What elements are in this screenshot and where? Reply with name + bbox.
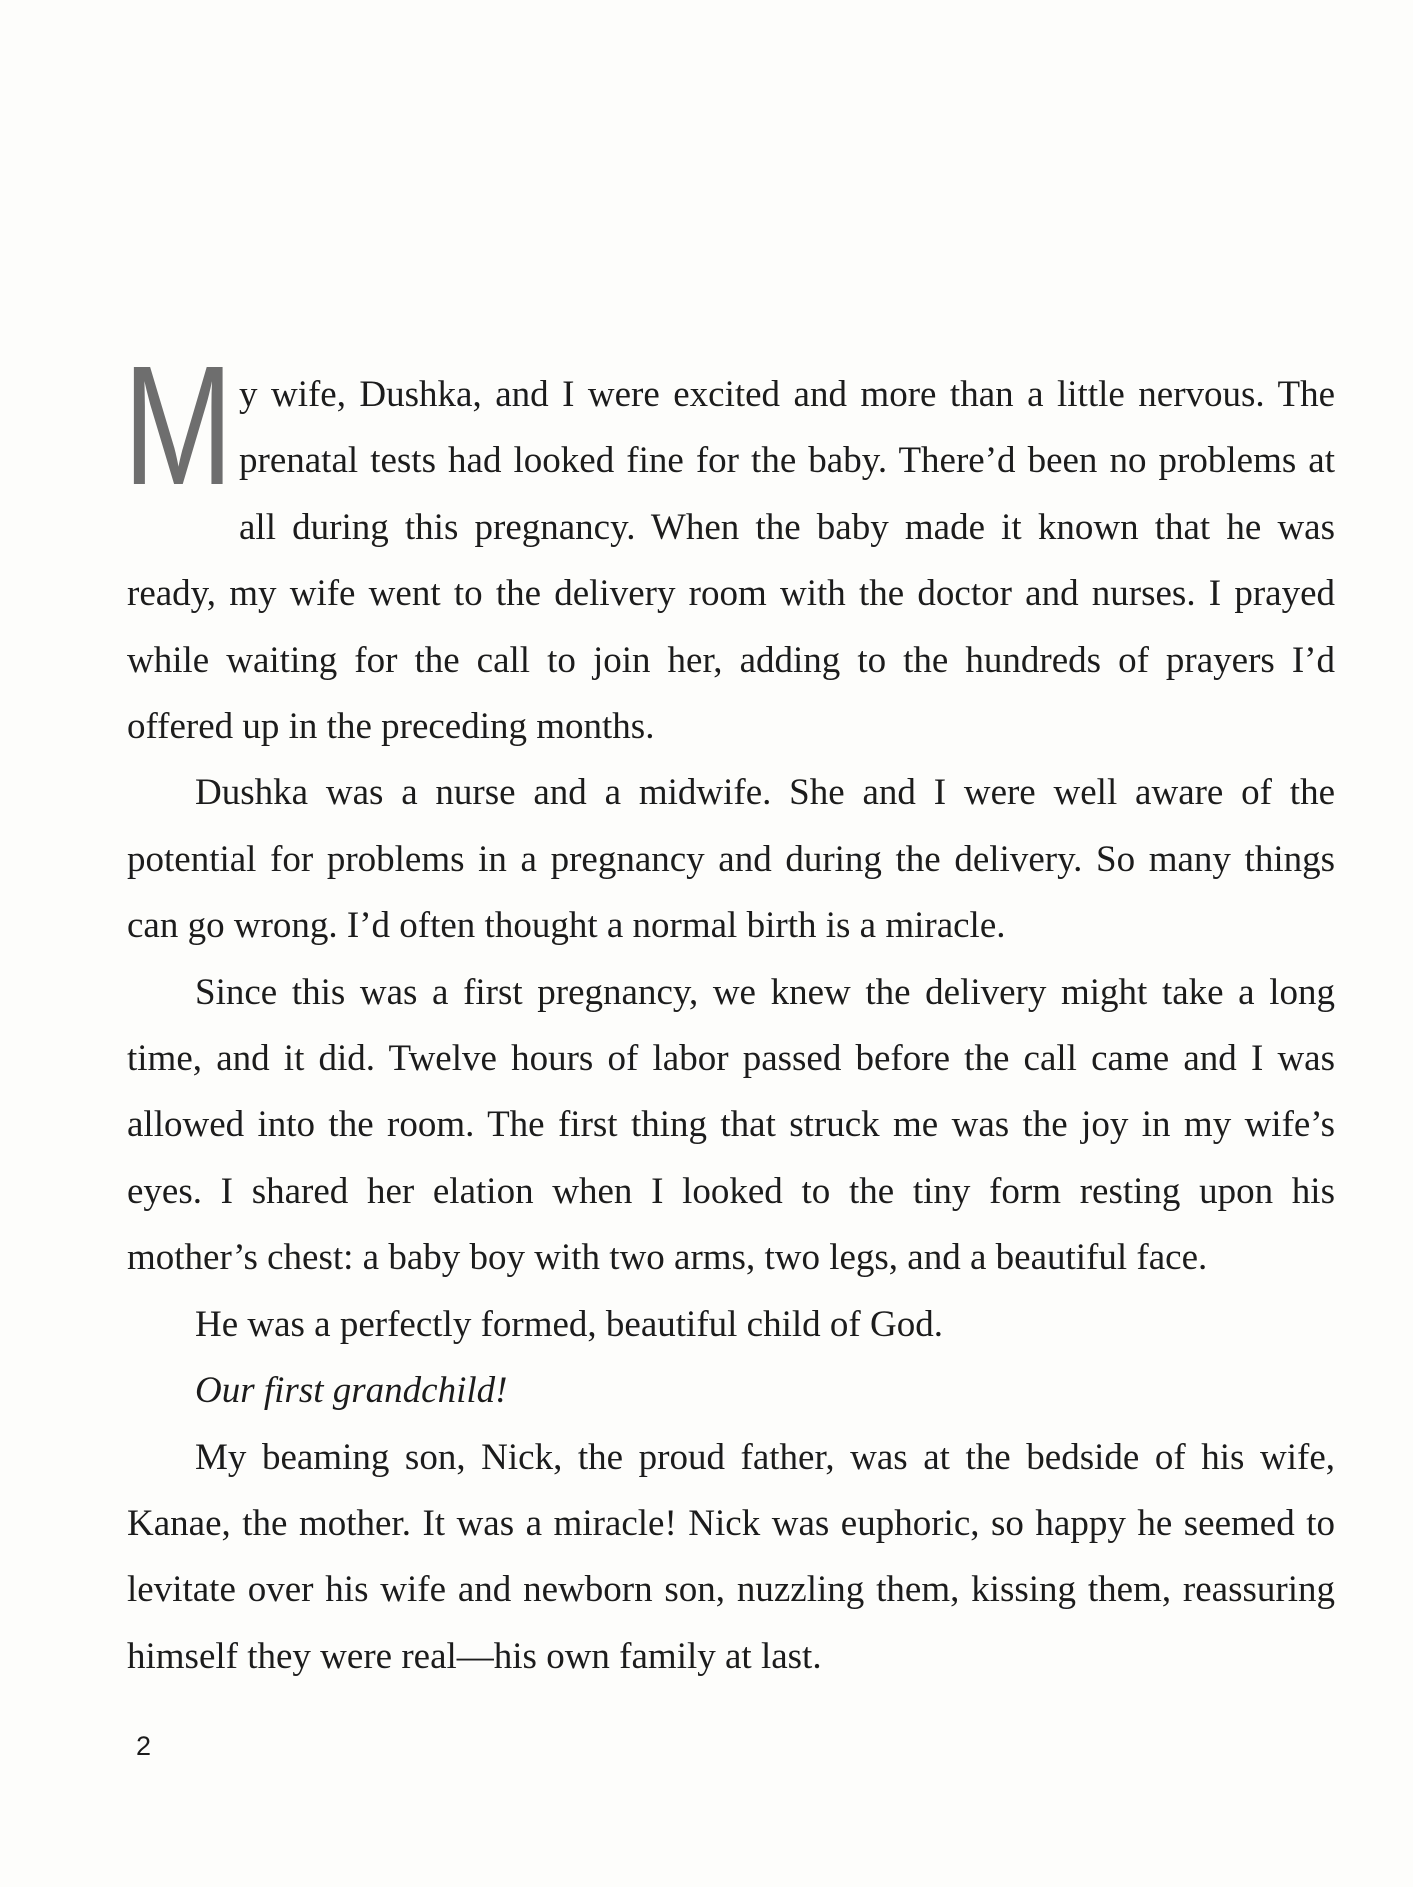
chapter-body-text [123,331,1335,1690]
paragraph-opening [123,331,1335,760]
paragraph-opening-text: y wife, Dushka, and I were excited and more than a little nervous. The prenatal tests had looked fine for the baby. There’d been no problems at all during this pregnancy. When the baby made it known that he was ready, my wife went to the delivery room with the doctor and nurses. I prayed while waiting for the call to join her, adding to the hundreds of prayers I’d offered up in the preceding months. [127,374,1335,748]
paragraph: My beaming son, Nick, the proud father, was at the bedside of his wife, Kanae, the mother. It was a miracle! Nick was euphoric, so happy he seemed to levitate over his wife and newborn son, nuzzling them, kissing them, reassuring himself they were real—his own family at last. [127,1436,1335,1677]
page-number: 2 [136,1731,152,1761]
paragraph: He was a perfectly formed, beautiful child of God. [195,1303,943,1345]
paragraph-italic-exclamation: Our first grandchild! [195,1370,508,1412]
paragraph: Since this was a first pregnancy, we knew the delivery might take a long time, and it did. Twelve hours of labor passed before the call came and I was allowed into the room. The first thing that struck me was the joy in my wife’s eyes. I shared her elation when I looked to the tiny form resting upon his mother’s chest: a baby boy with two arms, two legs, and a beautiful face. [127,971,1335,1279]
drop-cap-letter: M [123,331,234,521]
paragraph: Dushka was a nurse and a midwife. She and I were well aware of the potential for problems in a pregnancy and during the delivery. So many things can go wrong. I’d often thought a normal birth is a miracle. [127,772,1335,947]
